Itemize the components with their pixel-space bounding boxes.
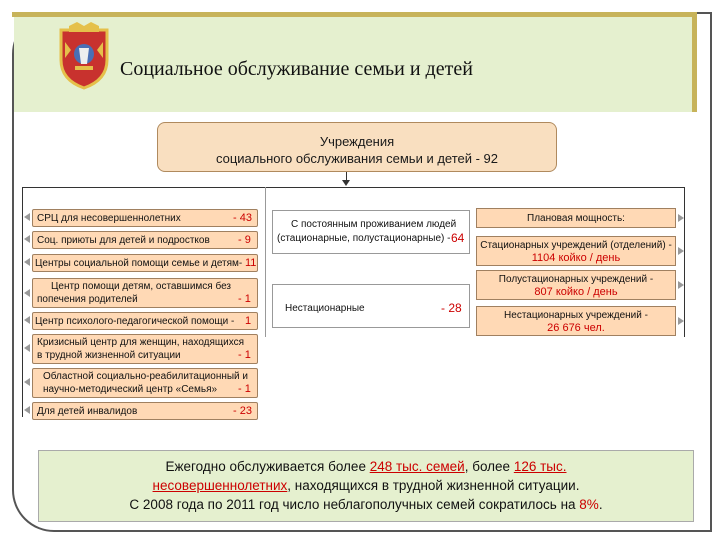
item-label: СРЦ для несовершеннолетних [37,213,181,224]
item-count: - 1 [238,349,251,361]
arrow-left-icon [24,235,30,243]
list-item [32,231,258,249]
summary-text: , находящихся в трудной жизненной ситуации. [287,478,580,493]
planned-capacity-label: Плановая мощность: [527,213,625,224]
nonstationary-count: - 28 [441,301,462,315]
summary-highlight-minors-word: несовершеннолетних [152,478,288,493]
nonstationary-box [272,284,470,328]
summary-line1 [39,457,693,476]
list-item [32,254,258,272]
item-label: Соц. приюты для детей и подростков [37,235,210,246]
header-line2: социального обслуживания семьи и детей - 92 [215,151,499,166]
item-label-line1: Кризисный центр для женщин, находящихся [37,337,245,348]
stationary-box [272,210,470,254]
summary-highlight-minors: 126 тыс. [513,459,567,474]
capacity-line: Стационарных учреждений (отделений) - [480,240,672,251]
summary-line2 [39,476,693,495]
arrow-left-icon [24,406,30,414]
connector-right-spine [684,187,685,337]
list-item [32,209,258,227]
capacity-value: 26 676 чел. [547,322,605,334]
list-item [32,312,258,330]
summary-text: , более [464,459,514,474]
connector-left-spine [22,187,23,417]
arrow-left-icon [24,344,30,352]
list-item [32,402,258,420]
arrow-left-icon [24,258,30,266]
item-count: - 1 [238,383,251,395]
summary-text: Ежегодно обслуживается более [165,459,370,474]
capacity-item [476,270,676,300]
moscow-oblast-emblem-icon [55,20,113,90]
item-count: - 1 [238,293,251,305]
list-item [32,368,258,398]
item-count: - 9 [238,234,251,246]
stationary-count: 64 [451,231,465,245]
item-label-line1: Областной социально-реабилитационный и [43,371,248,382]
arrow-left-icon [24,316,30,324]
item-count: 1 [245,315,252,327]
stationary-line2: (стационарные, полустационарные) - [277,233,451,244]
gold-right-bar [692,12,697,112]
connector-arrow [342,180,350,186]
summary-highlight-families: 248 тыс. семей [369,459,465,474]
planned-capacity-header [476,208,676,228]
summary-text: С 2008 года по 2011 год число неблагополучных семей сократилось на [129,497,580,512]
capacity-value: 807 койко / день [534,286,618,298]
capacity-line: Полустационарных учреждений - [498,274,654,285]
arrow-left-icon [24,289,30,297]
summary-box [38,450,694,522]
item-label: Для детей инвалидов [37,406,138,417]
arrow-left-icon [24,213,30,221]
item-label: Центр психолого-педагогической помощи - [35,316,235,327]
item-count: - 23 [233,405,252,417]
arrow-right-icon [678,214,684,222]
header-line1: Учреждения [319,134,395,149]
capacity-line: Нестационарных учреждений - [504,310,648,321]
arrow-right-icon [678,317,684,325]
arrow-left-icon [24,378,30,386]
connector-horizontal [22,187,684,188]
item-label-line2: в трудной жизненной ситуации [37,350,181,361]
list-item [32,334,258,364]
connector-middle-spine [265,187,266,337]
item-label: Центры социальной помощи семье и детям- [35,258,243,269]
capacity-item [476,236,676,266]
summary-text: . [598,497,603,512]
arrow-right-icon [678,281,684,289]
capacity-value: 1104 койко / день [531,252,621,264]
capacity-item [476,306,676,336]
item-label-line1: Центр помощи детям, оставшимся без [51,281,232,292]
item-count: - 43 [233,212,252,224]
item-count: 11 [245,257,257,269]
list-item [32,278,258,308]
gold-top-bar [12,12,697,17]
header-box [157,122,557,172]
arrow-right-icon [678,247,684,255]
item-label-line2: научно-методический центр «Семья» [43,384,218,395]
stationary-line1: С постоянным проживанием людей [291,219,457,230]
summary-line3 [39,495,693,514]
item-label-line2: попечения родителей [37,294,138,305]
page-title: Социальное обслуживание семьи и детей [120,58,473,80]
nonstationary-label: Нестационарные [285,303,365,314]
summary-highlight-percent: 8% [579,497,599,512]
